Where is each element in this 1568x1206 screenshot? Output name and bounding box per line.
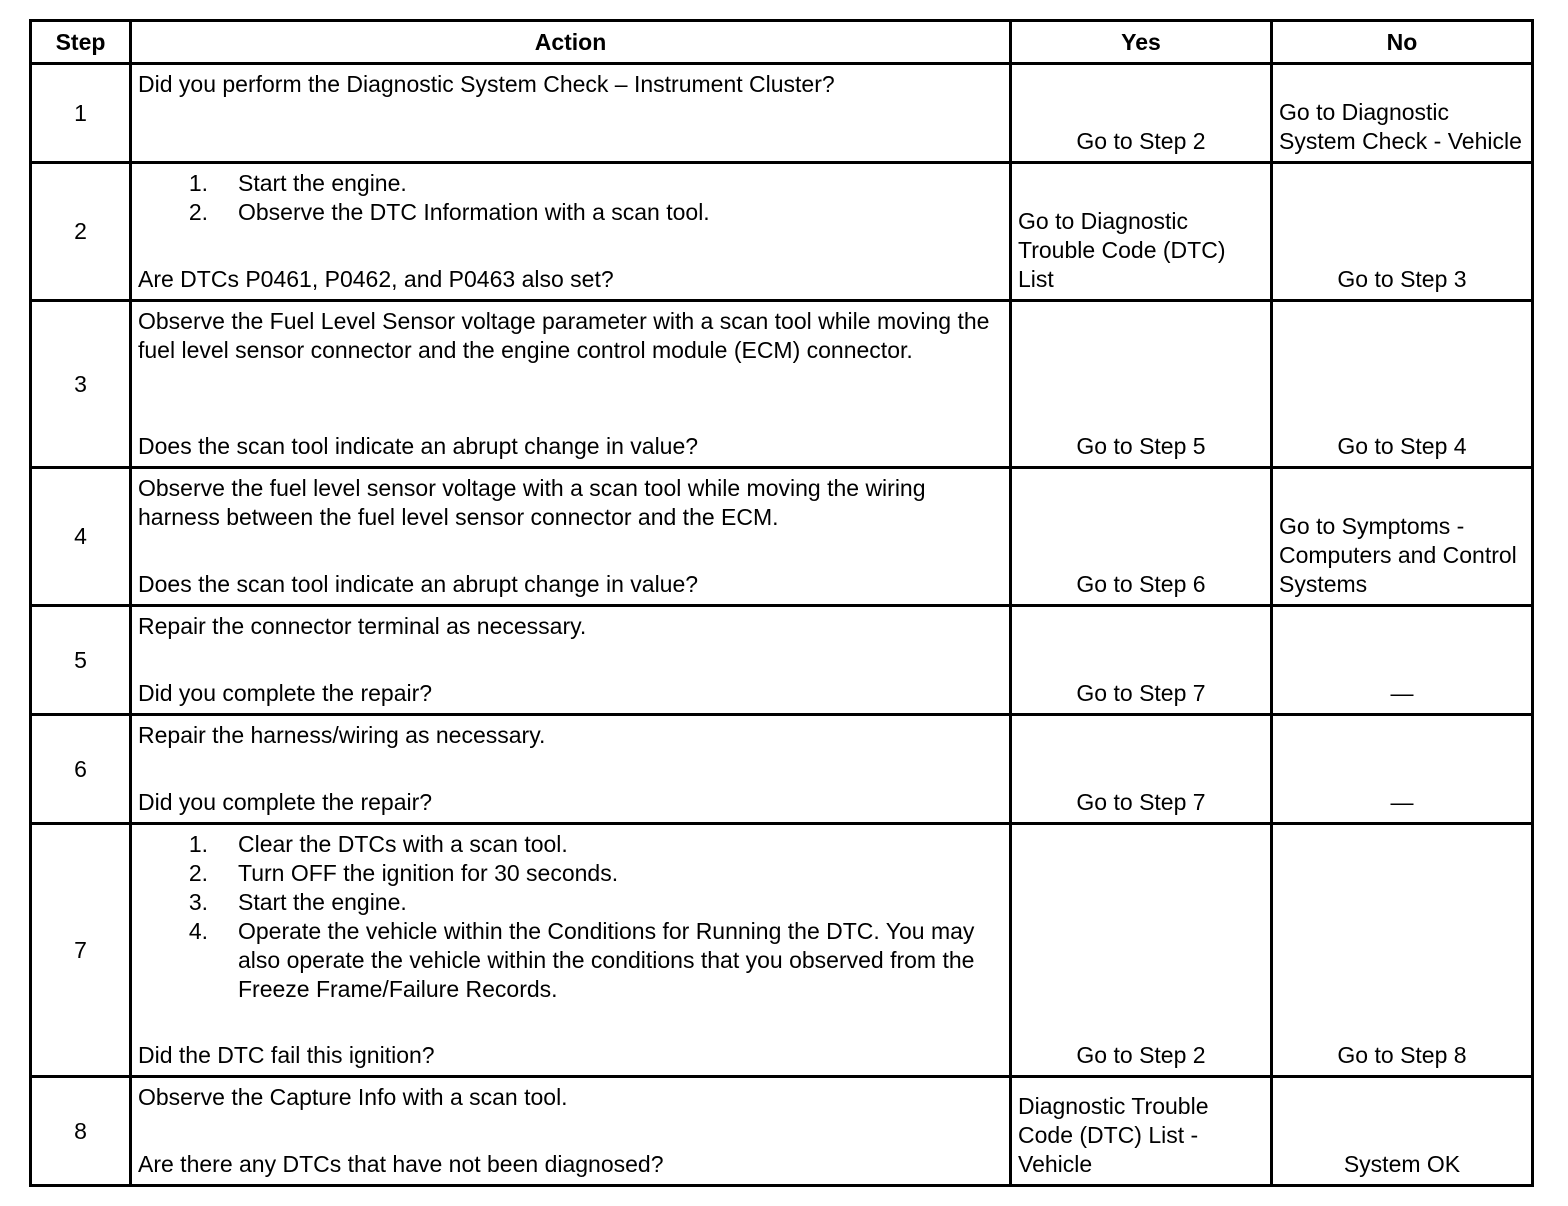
action-cell bbox=[131, 715, 1011, 824]
header-yes: Yes bbox=[1011, 21, 1272, 64]
action-text: Repair the harness/wiring as necessary. bbox=[138, 722, 546, 748]
yes-cell: Go to Step 7 bbox=[1011, 715, 1272, 824]
action-steps-list bbox=[138, 830, 1001, 1004]
action-question: Did you complete the repair? bbox=[138, 789, 433, 815]
no-cell: Go to Diagnostic System Check - Vehicle bbox=[1272, 64, 1533, 163]
step-number: 2 bbox=[31, 163, 131, 301]
no-cell: Go to Step 8 bbox=[1272, 824, 1533, 1077]
diagnostic-table bbox=[29, 19, 1534, 1187]
step-number: 8 bbox=[31, 1077, 131, 1186]
table-row bbox=[31, 301, 1533, 468]
action-cell bbox=[131, 824, 1011, 1077]
action-question: Does the scan tool indicate an abrupt change in value? bbox=[138, 571, 699, 597]
yes-cell: Go to Step 6 bbox=[1011, 468, 1272, 606]
step-number: 1 bbox=[31, 64, 131, 163]
step-number: 5 bbox=[31, 606, 131, 715]
yes-cell: Go to Step 5 bbox=[1011, 301, 1272, 468]
table-row bbox=[31, 715, 1533, 824]
step-number: 7 bbox=[31, 824, 131, 1077]
no-cell: Go to Symptoms - Computers and Control Systems bbox=[1272, 468, 1533, 606]
header-no: No bbox=[1272, 21, 1533, 64]
action-text: Observe the Fuel Level Sensor voltage parameter with a scan tool while moving the fuel level sensor connector and the engine control module (ECM) connector. bbox=[138, 308, 990, 363]
action-text: Observe the fuel level sensor voltage with a scan tool while moving the wiring harness between the fuel level sensor connector and the ECM. bbox=[138, 475, 926, 530]
header-action: Action bbox=[131, 21, 1011, 64]
no-cell: System OK bbox=[1272, 1077, 1533, 1186]
action-question: Are DTCs P0461, P0462, and P0463 also set? bbox=[138, 266, 614, 292]
action-question: Did you complete the repair? bbox=[138, 680, 433, 706]
no-cell: Go to Step 4 bbox=[1272, 301, 1533, 468]
yes-cell: Go to Step 2 bbox=[1011, 64, 1272, 163]
list-item: 3. Start the engine. bbox=[188, 889, 407, 915]
header-step: Step bbox=[31, 21, 131, 64]
list-item: 2. Observe the DTC Information with a scan tool. bbox=[188, 199, 710, 225]
step-number: 6 bbox=[31, 715, 131, 824]
table-row bbox=[31, 64, 1533, 163]
action-cell bbox=[131, 1077, 1011, 1186]
no-cell: Go to Step 3 bbox=[1272, 163, 1533, 301]
list-item: 1. Start the engine. bbox=[188, 170, 407, 196]
action-steps-list bbox=[138, 169, 1001, 227]
no-cell: — bbox=[1272, 606, 1533, 715]
table-row bbox=[31, 824, 1533, 1077]
action-question: Does the scan tool indicate an abrupt change in value? bbox=[138, 433, 699, 459]
header-row bbox=[31, 21, 1533, 64]
action-question: Are there any DTCs that have not been diagnosed? bbox=[138, 1151, 664, 1177]
list-item: 1. Clear the DTCs with a scan tool. bbox=[188, 831, 568, 857]
list-item: 2. Turn OFF the ignition for 30 seconds. bbox=[188, 860, 619, 886]
no-cell: — bbox=[1272, 715, 1533, 824]
table-row bbox=[31, 606, 1533, 715]
yes-cell: Diagnostic Trouble Code (DTC) List - Vehicle bbox=[1011, 1077, 1272, 1186]
table-row bbox=[31, 163, 1533, 301]
action-text: Repair the connector terminal as necessary. bbox=[138, 613, 587, 639]
action-cell bbox=[131, 606, 1011, 715]
action-text: Observe the Capture Info with a scan tool. bbox=[138, 1084, 568, 1110]
action-cell bbox=[131, 64, 1011, 163]
yes-cell: Go to Diagnostic Trouble Code (DTC) List bbox=[1011, 163, 1272, 301]
yes-cell: Go to Step 2 bbox=[1011, 824, 1272, 1077]
action-cell bbox=[131, 468, 1011, 606]
step-number: 4 bbox=[31, 468, 131, 606]
yes-cell: Go to Step 7 bbox=[1011, 606, 1272, 715]
action-cell bbox=[131, 163, 1011, 301]
action-cell bbox=[131, 301, 1011, 468]
table-row bbox=[31, 1077, 1533, 1186]
list-item: 4. Operate the vehicle within the Conditions for Running the DTC. You may also operate the vehicle within the conditions that you observed from the Freeze Frame/Failure Records. bbox=[188, 918, 975, 1002]
action-question: Did the DTC fail this ignition? bbox=[138, 1042, 435, 1068]
action-text: Did you perform the Diagnostic System Check – Instrument Cluster? bbox=[138, 71, 835, 97]
table-row bbox=[31, 468, 1533, 606]
step-number: 3 bbox=[31, 301, 131, 468]
